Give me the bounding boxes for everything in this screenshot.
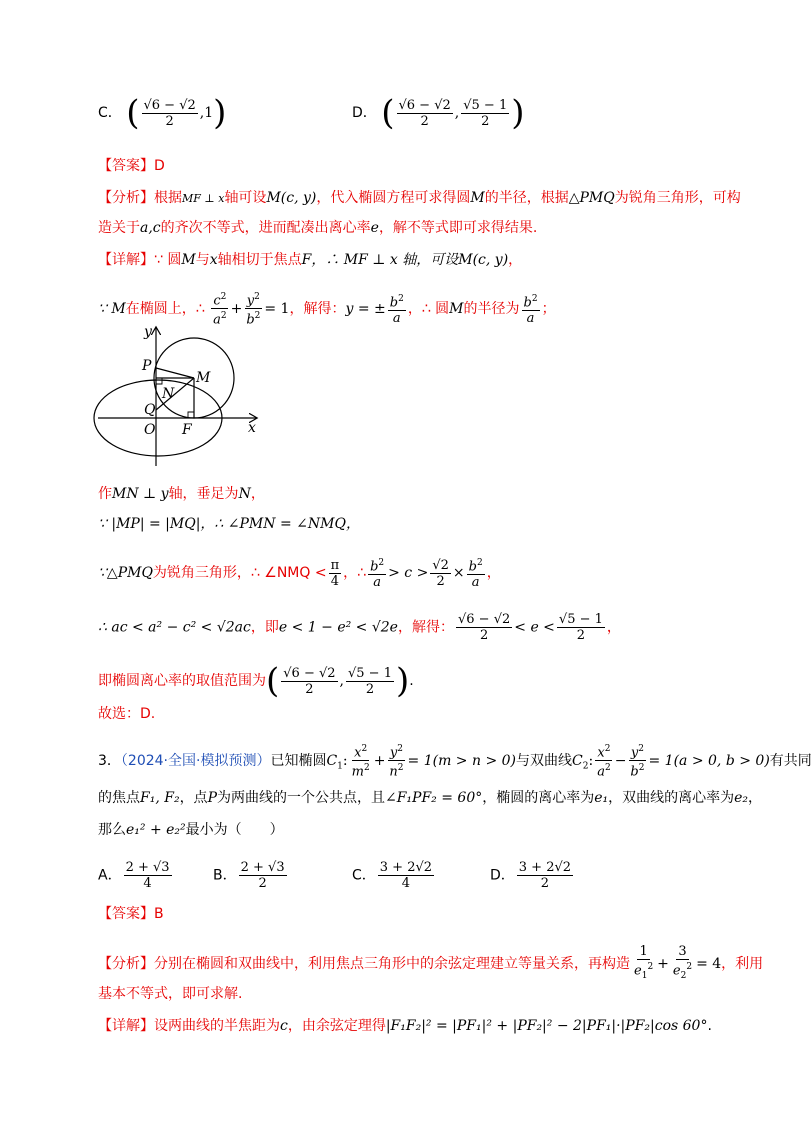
option-d-prev: D． ( $\frac{√6 - √2}{2}$ , $\frac{√5 - 1}{2}$ ) <box>352 93 525 133</box>
q3-analysis-line-1: 【分析】分别在椭圆和双曲线中，利用焦点三角形中的余弦定理建立等量关系，再构造 $\frac{1}{e_1^2}$ + $\frac{3}{e_2^2}$ = 4，利用 <box>98 944 764 981</box>
analysis-line-1: 【分析】根据MF ⊥ x轴可设M(c, y)，代入椭圆方程可求得圆M的半径，根据△PMQ为锐角三角形，可构 <box>98 190 741 206</box>
question-3-stem-2: 的焦点F₁, F₂，点P为两曲线的一个公共点，且∠F₁PF₂ = 60°，椭圆的离心率为e₁，双曲线的离心率为e₂， <box>98 790 763 806</box>
question-source: （2024·全国·模拟预测） <box>120 752 271 769</box>
fraction: $\frac{√6 - √2}{2}$ <box>143 97 196 129</box>
label-y: y <box>144 324 152 340</box>
ellipse-circle-figure <box>96 322 266 468</box>
option-b[interactable]: B． $\frac{2 + √3}{2}$ <box>213 860 285 891</box>
option-a[interactable]: A． $\frac{2 + √3}{4}$ <box>98 860 170 891</box>
fraction: $\frac{√6 - √2}{2}$ <box>398 97 451 129</box>
detail-line-6: ∴ ac < a² − c² < √2ac，即e < 1 − e² < √2e，解得： $\frac{√6 - √2}{2}$ < e < $\frac{√5 - 1}{2}$ ， <box>98 612 621 643</box>
option-c[interactable]: C． $\frac{3 + 2√2}{4}$ <box>352 860 433 891</box>
label-o: O <box>144 422 156 438</box>
question-number: 3． <box>98 752 121 769</box>
option-c-prev: C． ( $\frac{√6 - √2}{2}$ ,1) <box>98 93 227 133</box>
question-3-stem-3: 那么e₁² + e₂²最小为（ ） <box>98 822 284 838</box>
option-letter: D． <box>352 105 377 121</box>
detail-line-8: 故选：D. <box>98 706 156 722</box>
analysis-line-2: 造关于a,c的齐次不等式，进而配凑出离心率e，解不等式即可求得结果. <box>98 220 538 236</box>
option-d[interactable]: D． $\frac{3 + 2√2}{2}$ <box>490 860 572 891</box>
answer-tag: 【答案】 <box>98 158 154 174</box>
q3-detail-line-1: 【详解】设两曲线的半焦距为c，由余弦定理得|F₁F₂|² = |PF₁|² + |PF₂|² − 2|PF₁|·|PF₂|cos 60°. <box>98 1018 712 1034</box>
detail-line-7: 即椭圆离心率的取值范围为( $\frac{√6 - √2}{2}$ , $\frac{√5 - 1}{2}$ ). <box>98 661 414 701</box>
detail-line-1: 【详解】∵ 圆M与x轴相切于焦点F，∴ MF ⊥ x 轴，可设M(c, y)， <box>98 252 523 268</box>
answer-line <box>98 156 165 176</box>
q3-analysis-line-2: 基本不等式，即可求解. <box>98 986 243 1002</box>
label-m: M <box>196 370 211 386</box>
label-q: Q <box>144 402 156 418</box>
option-letter: C． <box>98 105 122 121</box>
detail-line-2: ∵ M在椭圆上，∴ $\frac{c^2}{a^2}$ + $\frac{y^2}{b^2}$ = 1，解得：y = ± $\frac{b^2}{a}$ ，∴ 圆M的半径为 $\frac{b^2}{a}$ ； <box>98 292 556 328</box>
detail-line-3: 作MN ⊥ y轴，垂足为N， <box>98 486 265 502</box>
answer-value: D <box>154 158 165 174</box>
label-p: P <box>142 358 152 374</box>
question-3-stem-1: 3．（2024·全国·模拟预测）已知椭圆$C_1$: $\frac{x^2}{m^2}$ + $\frac{y^2}{n^2}$ = 1(m > n > 0)与双曲线$C_2$: $\frac{x^2}{a^2}$ − $\frac{y^2}{b^2}$ = 1(a > 0, b > 0)有共同 <box>98 744 812 780</box>
label-n: N <box>162 386 175 402</box>
detail-line-5: ∵△PMQ为锐角三角形，∴ ∠NMQ < $\frac{\pi}{4}$ ，∴ $\frac{b^2}{a}$ > c > $\frac{√2}{2}$ × $\frac{b^2}{a}$ ， <box>98 557 501 591</box>
fraction: $\frac{√5 - 1}{2}$ <box>463 97 508 129</box>
detail-line-4: ∵ |MP| = |MQ|，∴ ∠PMN = ∠NMQ， <box>98 516 360 532</box>
label-x: x <box>248 420 256 436</box>
q3-answer-line: 【答案】B <box>98 906 164 922</box>
label-f: F <box>182 422 192 438</box>
